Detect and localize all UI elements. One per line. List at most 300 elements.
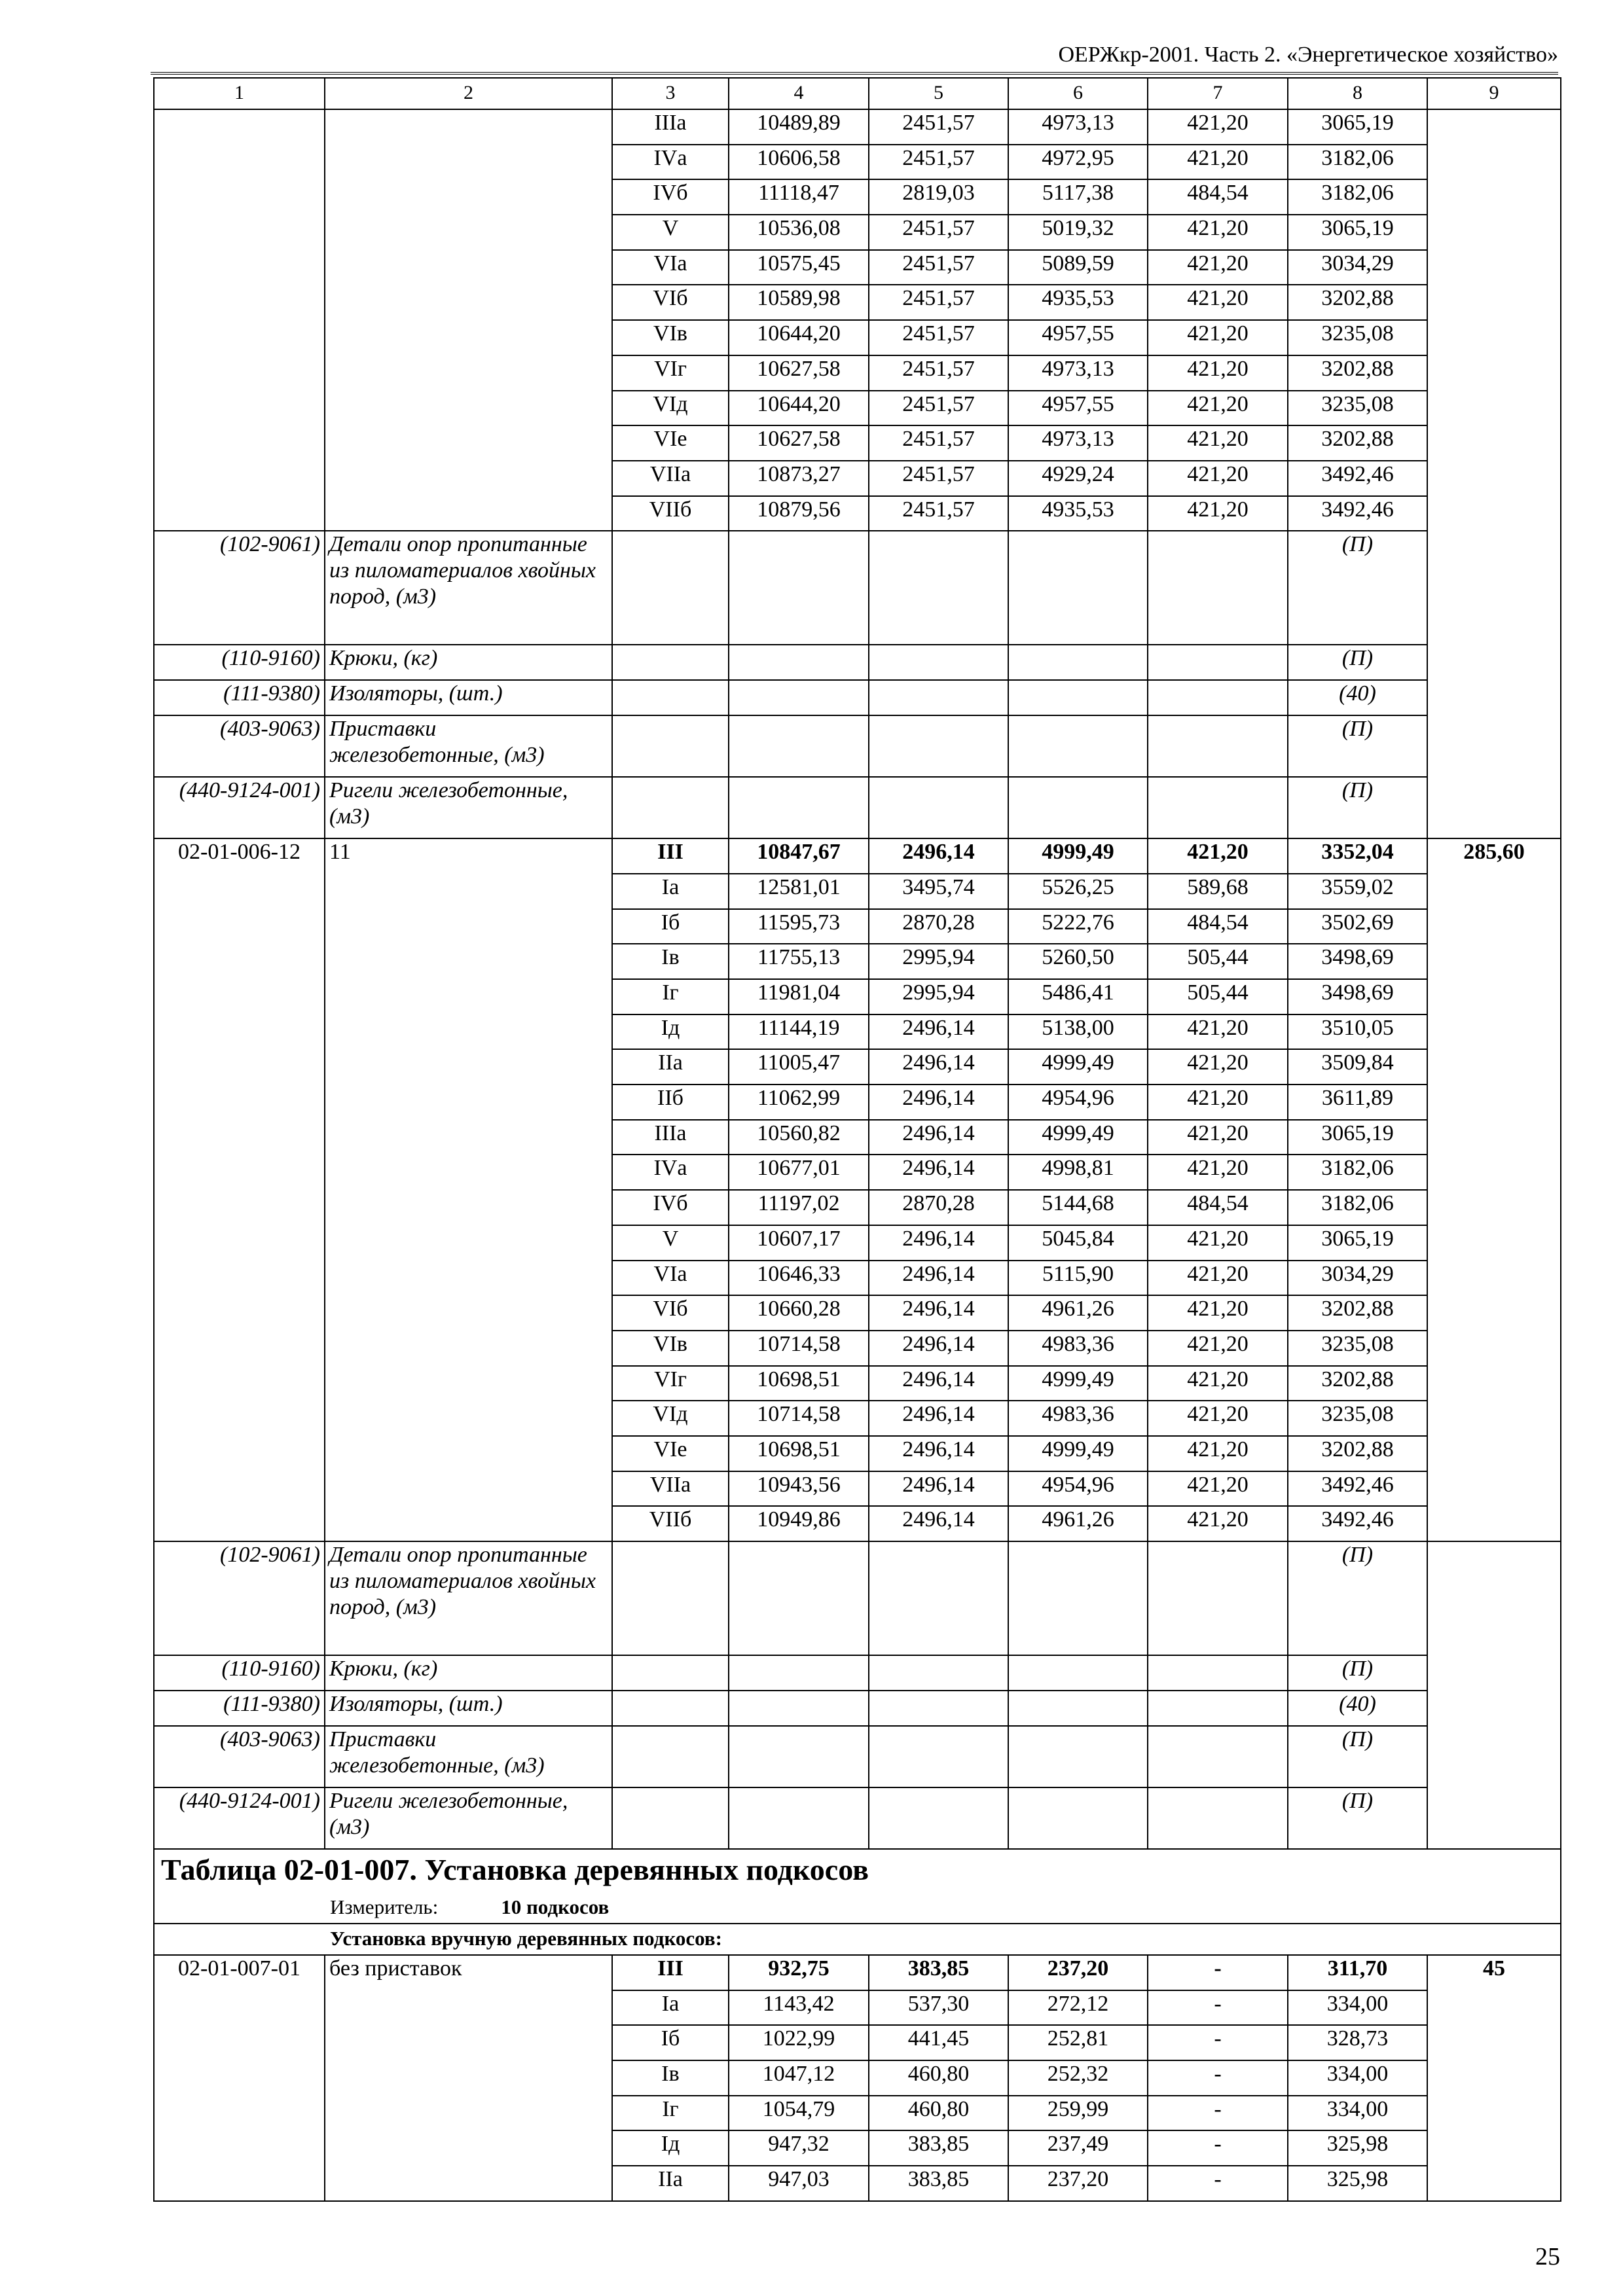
operator-wage-cell: - <box>1148 2096 1288 2131</box>
materials-cost-cell: 325,98 <box>1288 2130 1427 2166</box>
operator-wage-cell: 421,20 <box>1148 838 1288 874</box>
table-cell <box>1148 680 1288 715</box>
total-cost-cell: 1143,42 <box>729 1990 869 2026</box>
total-cost-cell: 10714,58 <box>729 1401 869 1436</box>
labor-cost-cell: 2995,94 <box>869 979 1008 1014</box>
labor-cost-cell: 2496,14 <box>869 1261 1008 1296</box>
zone-cell: IVб <box>612 179 729 215</box>
labor-cost-cell: 2496,14 <box>869 1085 1008 1120</box>
labor-cost-cell: 460,80 <box>869 2060 1008 2096</box>
table-cell <box>869 1787 1008 1849</box>
materials-cost-cell: 3202,88 <box>1288 285 1427 320</box>
zone-cell: VIа <box>612 1261 729 1296</box>
table-cell <box>1008 1691 1148 1726</box>
total-cost-cell: 11981,04 <box>729 979 869 1014</box>
resource-row <box>154 680 1561 715</box>
machine-cost-cell: 4972,95 <box>1008 145 1148 180</box>
operator-wage-cell: 421,20 <box>1148 425 1288 461</box>
materials-cost-cell: 3202,88 <box>1288 1366 1427 1401</box>
table-cell <box>1148 1655 1288 1691</box>
machine-cost-cell: 4954,96 <box>1008 1471 1148 1507</box>
table-cell <box>729 1541 869 1655</box>
operator-wage-cell: 421,20 <box>1148 145 1288 180</box>
materials-cost-cell: 3182,06 <box>1288 145 1427 180</box>
total-cost-cell: 947,03 <box>729 2166 869 2201</box>
zone-cell: Iв <box>612 944 729 979</box>
operator-wage-cell: 421,20 <box>1148 215 1288 250</box>
materials-cost-cell: 334,00 <box>1288 2060 1427 2096</box>
materials-cost-cell: 3492,46 <box>1288 1471 1427 1507</box>
zone-cell: IIа <box>612 1049 729 1085</box>
operator-wage-cell: 421,20 <box>1148 1401 1288 1436</box>
total-cost-cell: 10627,58 <box>729 355 869 391</box>
total-cost-cell: 10644,20 <box>729 320 869 355</box>
total-cost-cell: 10489,89 <box>729 109 869 145</box>
machine-cost-cell: 4973,13 <box>1008 109 1148 145</box>
table-cell <box>1008 1726 1148 1787</box>
zone-cell: IVб <box>612 1190 729 1225</box>
total-cost-cell: 10589,98 <box>729 285 869 320</box>
labor-cost-cell: 2496,14 <box>869 1331 1008 1366</box>
machine-cost-cell: 4999,49 <box>1008 1366 1148 1401</box>
total-cost-cell: 10660,28 <box>729 1295 869 1331</box>
machine-cost-cell: 4961,26 <box>1008 1506 1148 1541</box>
resource-name: Приставки железобетонные, (м3) <box>325 715 612 777</box>
labor-cost-cell: 2496,14 <box>869 1014 1008 1050</box>
resource-value: (П) <box>1288 1787 1427 1849</box>
table-cell <box>1148 1691 1288 1726</box>
zone-cell: VIIб <box>612 1506 729 1541</box>
total-cost-cell: 10560,82 <box>729 1120 869 1155</box>
zone-cell: VIе <box>612 1436 729 1471</box>
zone-cell: Iб <box>612 2025 729 2060</box>
total-cost-cell: 947,32 <box>729 2130 869 2166</box>
resource-value: (П) <box>1288 645 1427 680</box>
total-cost-cell: 1047,12 <box>729 2060 869 2096</box>
operator-wage-cell: 421,20 <box>1148 1155 1288 1190</box>
table-cell <box>154 109 325 531</box>
materials-cost-cell: 3492,46 <box>1288 496 1427 531</box>
table-cell <box>869 777 1008 838</box>
header-row <box>154 78 1561 109</box>
total-cost-cell: 10873,27 <box>729 461 869 496</box>
table-cell <box>729 715 869 777</box>
machine-cost-cell: 5138,00 <box>1008 1014 1148 1050</box>
resource-code: (102-9061) <box>154 1541 325 1655</box>
total-cost-cell: 11144,19 <box>729 1014 869 1050</box>
table-cell <box>1008 645 1148 680</box>
page-header: ОЕРЖкр-2001. Часть 2. «Энергетическое хозяйство» <box>151 38 1558 75</box>
labor-cost-cell: 2870,28 <box>869 909 1008 944</box>
machine-cost-cell: 4954,96 <box>1008 1085 1148 1120</box>
machine-cost-cell: 4999,49 <box>1008 1436 1148 1471</box>
resource-row <box>154 1787 1561 1849</box>
machine-cost-cell: 4973,13 <box>1008 425 1148 461</box>
machine-cost-cell: 5222,76 <box>1008 909 1148 944</box>
operator-wage-cell: 421,20 <box>1148 1436 1288 1471</box>
labor-cost-cell: 2496,14 <box>869 1295 1008 1331</box>
resource-name: Ригели железобетонные, (м3) <box>325 1787 612 1849</box>
labor-cost-cell: 2496,14 <box>869 1471 1008 1507</box>
materials-cost-cell: 3498,69 <box>1288 944 1427 979</box>
machine-cost-cell: 5045,84 <box>1008 1225 1148 1261</box>
resource-code: (102-9061) <box>154 531 325 645</box>
resource-name: Изоляторы, (шт.) <box>325 680 612 715</box>
total-cost-cell: 11755,13 <box>729 944 869 979</box>
zone-cell: IIб <box>612 1085 729 1120</box>
resource-code: (111-9380) <box>154 1691 325 1726</box>
operator-wage-cell: - <box>1148 2130 1288 2166</box>
materials-cost-cell: 3510,05 <box>1288 1014 1427 1050</box>
table-cell <box>729 1691 869 1726</box>
machine-cost-cell: 252,81 <box>1008 2025 1148 2060</box>
materials-cost-cell: 3065,19 <box>1288 1225 1427 1261</box>
labor-cost-cell: 2496,14 <box>869 1401 1008 1436</box>
zone-cell: VIд <box>612 1401 729 1436</box>
operator-wage-cell: 421,20 <box>1148 109 1288 145</box>
table-cell <box>1008 531 1148 645</box>
zone-cell: V <box>612 1225 729 1261</box>
labor-cost-cell: 2451,57 <box>869 109 1008 145</box>
operator-wage-cell: 505,44 <box>1148 944 1288 979</box>
table-cell <box>1148 777 1288 838</box>
table-cell <box>1008 1655 1148 1691</box>
total-cost-cell: 11005,47 <box>729 1049 869 1085</box>
resource-name: Детали опор пропитанные из пиломатериалов хвойных пород, (м3) <box>325 531 612 645</box>
labor-cost-cell: 2451,57 <box>869 285 1008 320</box>
labor-cost-cell: 2496,14 <box>869 1366 1008 1401</box>
table-cell <box>1008 1787 1148 1849</box>
column-header: 3 <box>612 78 729 109</box>
price-table <box>153 77 1561 2202</box>
materials-cost-cell: 3235,08 <box>1288 320 1427 355</box>
table-cell <box>869 1691 1008 1726</box>
materials-cost-cell: 3611,89 <box>1288 1085 1427 1120</box>
operator-wage-cell: 421,20 <box>1148 320 1288 355</box>
table-cell <box>612 1726 729 1787</box>
resource-name: Крюки, (кг) <box>325 1655 612 1691</box>
machine-cost-cell: 259,99 <box>1008 2096 1148 2131</box>
zone-cell: VIг <box>612 1366 729 1401</box>
labor-cost-cell: 3495,74 <box>869 874 1008 909</box>
resource-row <box>154 1691 1561 1726</box>
total-cost-cell: 10714,58 <box>729 1331 869 1366</box>
table-cell <box>612 645 729 680</box>
total-cost-cell: 10627,58 <box>729 425 869 461</box>
operator-wage-cell: 421,20 <box>1148 250 1288 285</box>
rate-description: 11 <box>325 838 612 1541</box>
measure-label: Измеритель: <box>330 1895 439 1918</box>
machine-cost-cell: 5117,38 <box>1008 179 1148 215</box>
operator-wage-cell: - <box>1148 1955 1288 1990</box>
labor-cost-cell: 2819,03 <box>869 179 1008 215</box>
labor-cost-cell: 383,85 <box>869 2166 1008 2201</box>
materials-cost-cell: 328,73 <box>1288 2025 1427 2060</box>
operator-wage-cell: 421,20 <box>1148 461 1288 496</box>
resource-code: (403-9063) <box>154 1726 325 1787</box>
column-header: 1 <box>154 78 325 109</box>
machine-cost-cell: 4999,49 <box>1008 1049 1148 1085</box>
total-cost-cell: 11118,47 <box>729 179 869 215</box>
zone-cell: VIг <box>612 355 729 391</box>
total-cost-cell: 10536,08 <box>729 215 869 250</box>
total-cost-cell: 10575,45 <box>729 250 869 285</box>
materials-cost-cell: 3182,06 <box>1288 1155 1427 1190</box>
labor-cost-cell: 2451,57 <box>869 250 1008 285</box>
total-cost-cell: 10698,51 <box>729 1366 869 1401</box>
materials-cost-cell: 3034,29 <box>1288 1261 1427 1296</box>
labor-cost-cell: 2870,28 <box>869 1190 1008 1225</box>
table-cell <box>612 1691 729 1726</box>
machine-cost-cell: 5526,25 <box>1008 874 1148 909</box>
operator-wage-cell: 421,20 <box>1148 1049 1288 1085</box>
column-header: 6 <box>1008 78 1148 109</box>
table-cell <box>729 777 869 838</box>
labor-cost-cell: 2451,57 <box>869 215 1008 250</box>
labor-cost-cell: 383,85 <box>869 1955 1008 1990</box>
zone-cell: Iв <box>612 2060 729 2096</box>
operator-wage-cell: 421,20 <box>1148 355 1288 391</box>
operator-wage-cell: 421,20 <box>1148 1014 1288 1050</box>
table-cell <box>729 531 869 645</box>
resource-code: (440-9124-001) <box>154 777 325 838</box>
machine-cost-cell: 4929,24 <box>1008 461 1148 496</box>
zone-cell: III <box>612 1955 729 1990</box>
zone-cell: Iг <box>612 2096 729 2131</box>
labor-cost-cell: 2451,57 <box>869 496 1008 531</box>
total-cost-cell: 11595,73 <box>729 909 869 944</box>
materials-cost-cell: 3492,46 <box>1288 1506 1427 1541</box>
materials-cost-cell: 3202,88 <box>1288 355 1427 391</box>
materials-cost-cell: 3202,88 <box>1288 425 1427 461</box>
operator-wage-cell: 421,20 <box>1148 391 1288 426</box>
resource-name: Изоляторы, (шт.) <box>325 1691 612 1726</box>
materials-cost-cell: 3235,08 <box>1288 391 1427 426</box>
resource-row <box>154 531 1561 645</box>
table-cell <box>869 1726 1008 1787</box>
zone-cell: Iа <box>612 1990 729 2026</box>
zone-cell: V <box>612 215 729 250</box>
table-cell <box>869 715 1008 777</box>
materials-cost-cell: 3502,69 <box>1288 909 1427 944</box>
resource-value: (П) <box>1288 1541 1427 1655</box>
materials-cost-cell: 334,00 <box>1288 1990 1427 2026</box>
total-cost-cell: 11062,99 <box>729 1085 869 1120</box>
table-cell <box>869 1655 1008 1691</box>
table-cell <box>1008 777 1148 838</box>
materials-cost-cell: 3202,88 <box>1288 1295 1427 1331</box>
table-cell <box>729 645 869 680</box>
zone-cell: Iд <box>612 2130 729 2166</box>
machine-cost-cell: 252,32 <box>1008 2060 1148 2096</box>
table-cell <box>1427 109 1561 838</box>
operator-wage-cell: 421,20 <box>1148 1261 1288 1296</box>
table-cell <box>869 645 1008 680</box>
machine-cost-cell: 5019,32 <box>1008 215 1148 250</box>
machine-cost-cell: 4961,26 <box>1008 1295 1148 1331</box>
labor-cost-cell: 2451,57 <box>869 145 1008 180</box>
rate-row <box>154 1955 1561 1990</box>
zone-cell: VIIа <box>612 1471 729 1507</box>
machine-cost-cell: 4935,53 <box>1008 285 1148 320</box>
machine-cost-cell: 4999,49 <box>1008 1120 1148 1155</box>
machine-cost-cell: 4935,53 <box>1008 496 1148 531</box>
zone-cell: VIа <box>612 250 729 285</box>
total-cost-cell: 1054,79 <box>729 2096 869 2131</box>
table-cell <box>869 680 1008 715</box>
machine-cost-cell: 4973,13 <box>1008 355 1148 391</box>
machine-cost-cell: 237,49 <box>1008 2130 1148 2166</box>
machine-cost-cell: 5089,59 <box>1008 250 1148 285</box>
resource-value: (40) <box>1288 1691 1427 1726</box>
labor-hours-cell: 285,60 <box>1427 838 1561 1541</box>
resource-name: Ригели железобетонные, (м3) <box>325 777 612 838</box>
machine-cost-cell: 272,12 <box>1008 1990 1148 2026</box>
title-row <box>154 1849 1561 1893</box>
operator-wage-cell: 421,20 <box>1148 1331 1288 1366</box>
labor-cost-cell: 2451,57 <box>869 391 1008 426</box>
resource-row <box>154 1726 1561 1787</box>
total-cost-cell: 10677,01 <box>729 1155 869 1190</box>
measure-row <box>154 1893 1561 1924</box>
zone-cell: IIа <box>612 2166 729 2201</box>
table-cell <box>612 777 729 838</box>
labor-cost-cell: 383,85 <box>869 2130 1008 2166</box>
table-cell <box>1008 715 1148 777</box>
resource-value: (П) <box>1288 531 1427 645</box>
materials-cost-cell: 334,00 <box>1288 2096 1427 2131</box>
labor-cost-cell: 2496,14 <box>869 838 1008 874</box>
total-cost-cell: 10847,67 <box>729 838 869 874</box>
zone-cell: Iд <box>612 1014 729 1050</box>
materials-cost-cell: 311,70 <box>1288 1955 1427 1990</box>
column-header: 2 <box>325 78 612 109</box>
total-cost-cell: 10949,86 <box>729 1506 869 1541</box>
rate-description: без приставок <box>325 1955 612 2201</box>
table-cell <box>612 680 729 715</box>
zone-cell: III <box>612 838 729 874</box>
table-cell <box>1148 1787 1288 1849</box>
column-header: 7 <box>1148 78 1288 109</box>
measure-value: 10 подкосов <box>501 1895 610 1918</box>
resource-name: Крюки, (кг) <box>325 645 612 680</box>
materials-cost-cell: 3492,46 <box>1288 461 1427 496</box>
table-cell <box>1148 1726 1288 1787</box>
page-number: 25 <box>1535 2243 1560 2270</box>
zone-cell: IVа <box>612 1155 729 1190</box>
labor-cost-cell: 537,30 <box>869 1990 1008 2026</box>
resource-code: (110-9160) <box>154 645 325 680</box>
operator-wage-cell: 421,20 <box>1148 1120 1288 1155</box>
resource-row <box>154 1655 1561 1691</box>
resource-name: Детали опор пропитанные из пиломатериалов хвойных пород, (м3) <box>325 1541 612 1655</box>
operator-wage-cell: - <box>1148 2060 1288 2096</box>
table-cell <box>325 109 612 531</box>
materials-cost-cell: 3235,08 <box>1288 1401 1427 1436</box>
zone-cell: Iг <box>612 979 729 1014</box>
operator-wage-cell: 505,44 <box>1148 979 1288 1014</box>
labor-cost-cell: 2496,14 <box>869 1120 1008 1155</box>
materials-cost-cell: 3065,19 <box>1288 215 1427 250</box>
total-cost-cell: 11197,02 <box>729 1190 869 1225</box>
resource-row <box>154 715 1561 777</box>
materials-cost-cell: 3065,19 <box>1288 1120 1427 1155</box>
labor-cost-cell: 2451,57 <box>869 425 1008 461</box>
materials-cost-cell: 3235,08 <box>1288 1331 1427 1366</box>
materials-cost-cell: 3509,84 <box>1288 1049 1427 1085</box>
rate-code: 02-01-006-12 <box>154 838 325 1541</box>
labor-cost-cell: 2496,14 <box>869 1049 1008 1085</box>
labor-hours-cell: 45 <box>1427 1955 1561 2201</box>
rate-code: 02-01-007-01 <box>154 1955 325 2201</box>
operator-wage-cell: 421,20 <box>1148 1295 1288 1331</box>
resource-value: (П) <box>1288 1655 1427 1691</box>
total-cost-cell: 10879,56 <box>729 496 869 531</box>
machine-cost-cell: 4957,55 <box>1008 320 1148 355</box>
operator-wage-cell: 484,54 <box>1148 1190 1288 1225</box>
table-cell <box>612 1655 729 1691</box>
total-cost-cell: 12581,01 <box>729 874 869 909</box>
operator-wage-cell: 589,68 <box>1148 874 1288 909</box>
labor-cost-cell: 460,80 <box>869 2096 1008 2131</box>
labor-cost-cell: 2496,14 <box>869 1506 1008 1541</box>
operator-wage-cell: 421,20 <box>1148 285 1288 320</box>
total-cost-cell: 10607,17 <box>729 1225 869 1261</box>
zone-cell: VIд <box>612 391 729 426</box>
resource-value: (П) <box>1288 1726 1427 1787</box>
machine-cost-cell: 4983,36 <box>1008 1331 1148 1366</box>
subtitle-row <box>154 1924 1561 1955</box>
materials-cost-cell: 3182,06 <box>1288 1190 1427 1225</box>
operator-wage-cell: 421,20 <box>1148 1471 1288 1507</box>
column-header: 8 <box>1288 78 1427 109</box>
table-cell <box>1148 1541 1288 1655</box>
materials-cost-cell: 3065,19 <box>1288 109 1427 145</box>
table-title: Таблица 02-01-007. Установка деревянных подкосов <box>154 1849 1561 1893</box>
labor-cost-cell: 2496,14 <box>869 1225 1008 1261</box>
labor-cost-cell: 2451,57 <box>869 320 1008 355</box>
materials-cost-cell: 3202,88 <box>1288 1436 1427 1471</box>
materials-cost-cell: 3352,04 <box>1288 838 1427 874</box>
column-header: 4 <box>729 78 869 109</box>
materials-cost-cell: 325,98 <box>1288 2166 1427 2201</box>
zone-cell: VIв <box>612 1331 729 1366</box>
total-cost-cell: 10646,33 <box>729 1261 869 1296</box>
resource-code: (403-9063) <box>154 715 325 777</box>
machine-cost-cell: 5260,50 <box>1008 944 1148 979</box>
materials-cost-cell: 3498,69 <box>1288 979 1427 1014</box>
resource-row <box>154 645 1561 680</box>
total-cost-cell: 10606,58 <box>729 145 869 180</box>
machine-cost-cell: 237,20 <box>1008 1955 1148 1990</box>
resource-code: (111-9380) <box>154 680 325 715</box>
table-cell <box>729 1655 869 1691</box>
table-cell <box>729 1787 869 1849</box>
labor-cost-cell: 2451,57 <box>869 355 1008 391</box>
zone-cell: VIе <box>612 425 729 461</box>
table-cell <box>869 1541 1008 1655</box>
resource-name: Приставки железобетонные, (м3) <box>325 1726 612 1787</box>
table-row <box>154 109 1561 145</box>
table-cell <box>729 1726 869 1787</box>
labor-cost-cell: 441,45 <box>869 2025 1008 2060</box>
zone-cell: VIв <box>612 320 729 355</box>
total-cost-cell: 1022,99 <box>729 2025 869 2060</box>
operator-wage-cell: 421,20 <box>1148 1085 1288 1120</box>
labor-cost-cell: 2451,57 <box>869 461 1008 496</box>
table-cell <box>729 680 869 715</box>
table-cell <box>1148 715 1288 777</box>
